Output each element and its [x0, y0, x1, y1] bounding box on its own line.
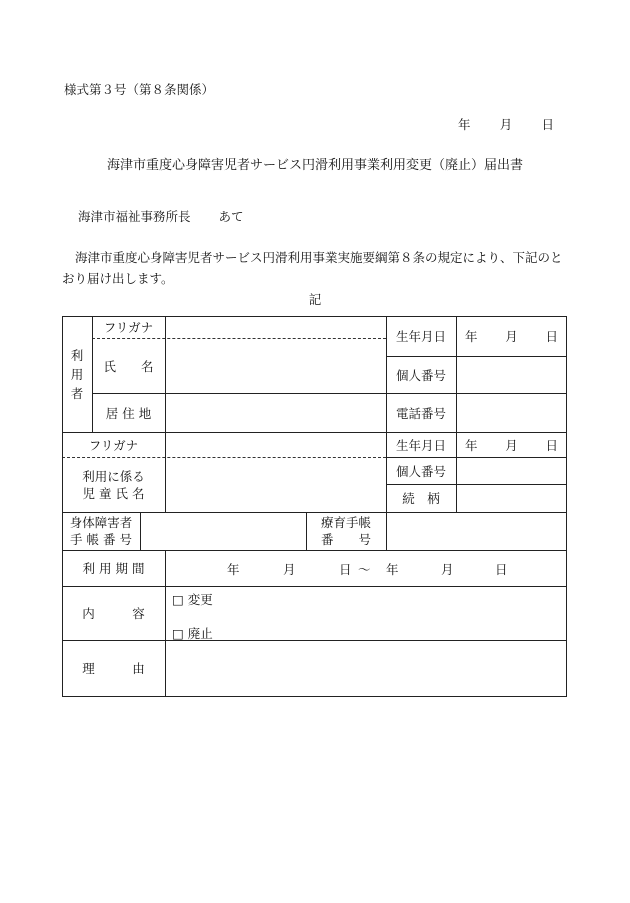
- month-label: 月: [505, 437, 518, 453]
- user-group-label: 利 用 者: [70, 347, 84, 401]
- period-tilde: ～: [358, 561, 371, 577]
- period-month-end: 月: [441, 561, 454, 577]
- birthdate-label: 生年月日: [395, 329, 446, 344]
- date-day-label: 日: [541, 117, 554, 132]
- period-year-end: 年: [386, 561, 399, 577]
- body-paragraph: 海津市重度心身障害児者サービス円滑利用事業実施要綱第８条の規定により、下記のとおり届け出します。: [62, 250, 563, 286]
- ryoiku-handbook-field[interactable]: [387, 513, 566, 550]
- option-change-checkbox[interactable]: □ 変更: [172, 592, 213, 607]
- addressee-name: 海津市福祉事務所長: [78, 209, 191, 224]
- child-personal-number-field[interactable]: [457, 458, 566, 484]
- phone-field[interactable]: [457, 394, 566, 432]
- day-label: 日: [545, 329, 558, 344]
- personal-number-field[interactable]: [457, 357, 566, 393]
- child-furigana-label: フリガナ: [88, 437, 139, 453]
- period-year-start: 年: [227, 561, 240, 577]
- submission-date: [458, 119, 554, 132]
- reason-field[interactable]: [166, 641, 566, 696]
- addressee: [78, 211, 244, 224]
- table-line: [566, 316, 567, 697]
- furigana-field[interactable]: [166, 317, 386, 338]
- disability-handbook-label: 身体障害者 手 帳 番 号: [69, 515, 133, 547]
- name-field[interactable]: [166, 339, 386, 393]
- month-label: 月: [505, 329, 518, 344]
- reason-label: 理 由: [82, 661, 145, 676]
- birthdate-field[interactable]: [457, 316, 566, 356]
- date-month-label: 月: [499, 117, 513, 132]
- personal-number-label: 個人番号: [395, 367, 446, 383]
- period-field[interactable]: [166, 551, 566, 586]
- name-label: 氏 名: [103, 358, 154, 374]
- ki-heading: 記: [308, 292, 322, 307]
- document-title: 海津市重度心身障害児者サービス円滑利用事業利用変更（廃止）届出書: [106, 158, 523, 173]
- child-personal-number-label: 個人番号: [395, 463, 446, 479]
- period-day-start: 日: [339, 561, 352, 577]
- year-label: 年: [465, 437, 478, 453]
- date-year-label: 年: [458, 117, 471, 132]
- addressee-suffix: あて: [218, 209, 244, 224]
- address-field[interactable]: [166, 394, 386, 432]
- relationship-field[interactable]: [457, 485, 566, 512]
- child-birthdate-field[interactable]: [457, 432, 566, 457]
- child-name-label: 利用に係る 児 童 氏 名: [82, 468, 145, 501]
- furigana-label: フリガナ: [103, 320, 154, 335]
- day-label: 日: [545, 437, 558, 453]
- phone-label: 電話番号: [395, 405, 446, 421]
- child-name-field[interactable]: [166, 458, 386, 512]
- period-label: 利 用 期 間: [82, 561, 145, 576]
- ryoiku-handbook-label: 療育手帳 番 号: [320, 515, 371, 547]
- period-day-end: 日: [495, 561, 508, 577]
- child-birthdate-label: 生年月日: [395, 437, 446, 453]
- table-line: [62, 696, 567, 697]
- content-label: 内 容: [82, 606, 145, 621]
- relationship-label: 続 柄: [402, 491, 440, 506]
- option-abolish-checkbox[interactable]: □ 廃止: [172, 626, 213, 641]
- child-furigana-field[interactable]: [166, 433, 386, 457]
- form-number: 様式第３号（第８条関係）: [64, 82, 215, 97]
- address-label: 居 住 地: [105, 405, 152, 421]
- disability-handbook-field[interactable]: [141, 513, 306, 550]
- year-label: 年: [465, 329, 478, 344]
- period-month-start: 月: [283, 561, 296, 577]
